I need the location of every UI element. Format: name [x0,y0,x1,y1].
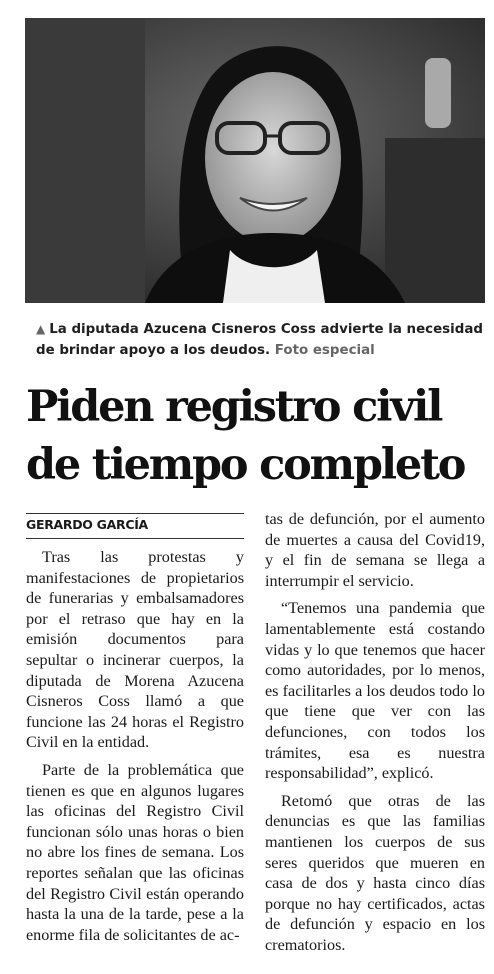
paragraph: tas de defunción, por el aumento de muertes a causa del Covid19, y el fin de semana se llega a interrumpir el servicio. [265,510,485,590]
caption-text: La diputada Azucena Cisneros Coss advierte la necesidad de brindar apoyo a los deudos. [36,322,483,358]
byline: GERARDO GARCÍA [26,513,244,539]
paragraph: Tras las protestas y manifestaciones de propietarios de funerarias y embalsamadores por el retraso que hay en la emisión documentos para sepultar o incinerar cuerpos, la diputada de Morena Azucena Cisneros Coss llamó a que funcione las 24 horas el Registro Civil en la entidad. [26,548,244,752]
portrait-photo-icon [25,18,485,303]
paragraph: Parte de la problemática que tienen es que en algunos lugares las oficinas del Registro Civil funcionan sólo unas horas o bien no abre los fines de semana. Los reportes señalan que las oficinas del Registro Civil están operando hasta la una de la tarde, pese a la enorme fila de solicitantes de ac- [26,760,244,944]
body-column-2 [265,509,485,962]
photo-caption [36,319,486,361]
paragraph: Retomó que otras de las denuncias es que las familias mantienen los cuerpos de sus seres queridos que mueren en casa de dos y hasta cinco días porque no hay certificados, actas de defunción y espacio en los crematorios. [265,791,485,954]
photo-credit: Foto especial [274,343,375,358]
body-column-1 [26,547,244,952]
triangle-marker-icon: ▲ [36,322,46,336]
article-photo [25,18,485,303]
article-headline: Piden registro civil de tiempo completo [26,382,465,490]
paragraph: “Tenemos una pandemia que lamentablemente está costando vidas y lo que tenemos que hacer como autoridades, por lo menos, es facilitarles a los deudos todo lo que tiene que ver con las defunciones, con todos los trámites, esa es nuestra responsabilidad”, explicó. [265,599,485,783]
